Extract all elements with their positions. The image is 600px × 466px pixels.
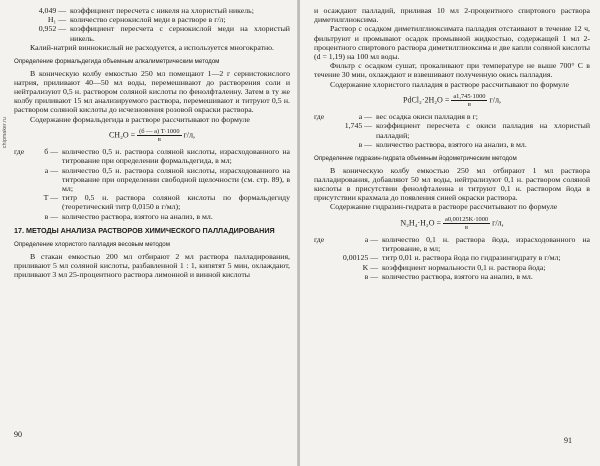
paragraph-formula-intro: Содержание формальдегида в растворе рассчитывают по формуле — [30, 114, 250, 124]
subheading-palladium-chloride: Определение хлористого палладия весовым методом — [14, 241, 170, 249]
subheading-formaldehyde: Определение формальдегида объемным алкалиметрическим методом — [14, 58, 220, 66]
definition-text: количество сернокислой меди в растворе в г/л; — [70, 15, 226, 25]
definition-v — [338, 140, 590, 149]
definition-symbol: 1,745 — — [344, 121, 372, 131]
definition-symbol: 0,952 — — [38, 24, 66, 34]
formula-left: N₂H₄·H₂O = — [400, 218, 441, 228]
right-page — [300, 0, 600, 466]
definition-copper-factor — [14, 24, 290, 42]
section-heading-17: 17. МЕТОДЫ АНАЛИЗА РАСТВОРОВ ХИМИЧЕСКОГО ПАЛЛАДИРОВАНИЯ — [14, 225, 275, 235]
paragraph-hydrazine-procedure: В коническую колбу емкостью 250 мл отбирают 1 мл раствора палладирования, добавляют 50 мл воды, нейтрализуют 0,1 н. раствором соляной кислоты в присутствии фенолфталеина и титруют 0,1 н. раствором йода в присутствии крахмала до появления синей окраски раствора. — [314, 165, 590, 203]
formula-hydrazine — [314, 216, 590, 231]
definition-a — [338, 235, 590, 253]
where-block — [314, 112, 590, 149]
where-word: где — [314, 235, 325, 245]
definition-text: количество раствора, взятого на анализ, в мл. — [62, 211, 213, 221]
paragraph-drying: Фильтр с осадком сушат, прокаливают при температуре не выше 700° С в течение 30 мин, охлаждают и взвешивают полученную окись палладия. — [314, 61, 590, 80]
definition-symbol: 4,049 — — [38, 6, 66, 15]
definition-text: коэффициент пересчета с окиси палладия на хлористый палладий; — [376, 121, 590, 140]
formula-denominator: в — [465, 223, 469, 231]
definition-symbol: а — — [358, 112, 372, 122]
definition-text: коэффициент нормальности 0,1 н. раствора йода; — [382, 262, 546, 272]
definition-symbol: T — — [43, 193, 58, 203]
formula-unit: г/л, — [183, 130, 196, 140]
paragraph-formula-intro: Содержание хлористого палладия в растворе рассчитывают по формуле — [330, 79, 569, 89]
formula-numerator: (б — а) T·1000 — [139, 127, 180, 135]
formula-unit: г/л, — [492, 218, 504, 228]
definition-factor — [338, 121, 590, 139]
where-block — [14, 147, 290, 221]
left-page — [0, 0, 298, 466]
paragraph-formula-intro-2: Содержание гидразин-гидрата в растворе рассчитывают по формуле — [330, 202, 558, 212]
formula-denominator: в — [467, 101, 471, 109]
definition-symbol: а — — [44, 165, 58, 175]
definition-text: титр 0,5 н. раствора соляной кислоты по формальдегиду (теоретический титр 0,0150 в г/мл); — [62, 193, 290, 212]
paragraph-procedure: В коническую колбу емкостью 250 мл помещают 1—2 г сернистокислого натрия, приливают 40—50 мл воды, перемешивают до растворения соли и нейтрализуют 0,5 н. раствором соляной кислоты по фенолфталеину. Затем в ту же колбу приливают 15 мл анализируемого раствора, перемешивают и титруют 0,5 н. раствором соляной кислоты до исчезновения розовой окраски раствора. — [14, 68, 290, 115]
formula-fraction — [451, 93, 487, 108]
paragraph-palladium-procedure: В стакан емкостью 200 мл отбирают 2 мл раствора палладирования, приливают 5 мл соляной кислоты, разбавленной 1 : 1, кипятят 5 мин, охлаждают, приливают 3 мл 25-процентного раствора лимонной и винной кислоты — [14, 252, 290, 280]
definition-symbol: в — — [44, 211, 58, 221]
definition-symbol: K — — [362, 262, 378, 272]
definition-symbol: 0,00125 — — [342, 253, 378, 263]
definition-a — [38, 166, 290, 194]
definition-text: титр 0,01 н. раствора йода по гидразингидрату в г/мл; — [382, 253, 561, 263]
definition-v — [338, 272, 590, 281]
where-word: где — [314, 112, 325, 122]
definition-titer — [338, 253, 590, 262]
definition-b — [38, 147, 290, 165]
definition-symbol: б — — [44, 147, 58, 157]
formula-formaldehyde — [14, 128, 290, 143]
watermark: chipmaker.ru — [2, 116, 8, 148]
formula-left: PdCl₂·2H₂O = — [403, 95, 450, 105]
paragraph-settling: Раствор с осадком диметилглиоксимата палладия отстаивают в течение 12 ч, фильтруют и промывают осадок промывной жидкостью, содержащей 1 мл 2-процентного спиртового раствора диметилглиоксима и две капли соляной кислоты (d = 1,19) на 100 мл воды. — [314, 24, 590, 62]
formula-left: CH₂O = — [108, 130, 136, 140]
formula-unit: г/л, — [489, 95, 501, 105]
formula-numerator: a0,00125K·1000 — [445, 215, 489, 223]
formula-denominator: в — [157, 136, 161, 144]
formula-fraction — [443, 216, 490, 231]
where-block-2 — [314, 235, 590, 281]
definition-text: вес осадка окиси палладия в г; — [376, 112, 478, 122]
right-page-content — [314, 6, 590, 281]
left-page-content — [14, 6, 290, 280]
definition-symbol: а — — [364, 235, 378, 245]
where-word: где — [14, 147, 25, 157]
definition-text: количество раствора, взятого на анализ, в мл. — [376, 139, 527, 149]
subheading-hydrazine: Определение гидразин-гидрата объемным йодометрическим методом — [314, 155, 517, 163]
definition-symbol: в — — [358, 139, 372, 149]
page-number-left: 90 — [14, 430, 22, 439]
definition-h1 — [14, 15, 290, 24]
definition-text: коэффициент пересчета с никеля на хлористый никель; — [70, 6, 254, 15]
definition-text: количество 0,5 н. раствора соляной кислоты, израсходованного на титрование при определении свободной щелочности (см. стр. 89), в мл; — [62, 165, 290, 194]
definition-text: количество 0,5 н. раствора соляной кислоты, израсходованного на титрование при определении формальдегида, в мл; — [62, 147, 290, 166]
definition-k — [338, 263, 590, 272]
page-number-right: 91 — [564, 436, 572, 445]
definition-nickel-factor — [14, 6, 290, 15]
definition-text: количество раствора, взятого на анализ, в мл. — [382, 271, 533, 281]
definition-symbol: H₁ — — [47, 15, 66, 25]
definition-text: коэффициент пересчета с сернокислой меди на хлористый никель. — [70, 24, 290, 43]
definition-t — [38, 193, 290, 211]
definition-a — [338, 112, 590, 121]
note-paragraph: Калий-натрий виннокислый не расходуется, а используется многократно. — [30, 42, 275, 52]
paragraph-continued: и осаждают палладий, приливая 10 мл 2-процентного спиртового раствора диметилглиоксима. — [314, 6, 590, 25]
formula-palladium-chloride — [314, 93, 590, 108]
definition-v — [38, 212, 290, 221]
definition-text: количество 0,1 н. раствора йода, израсходованного на титрование, в мл; — [382, 235, 590, 254]
formula-fraction — [137, 128, 181, 143]
formula-numerator: a1,745·1000 — [453, 92, 486, 100]
definition-symbol: в — — [364, 271, 378, 281]
